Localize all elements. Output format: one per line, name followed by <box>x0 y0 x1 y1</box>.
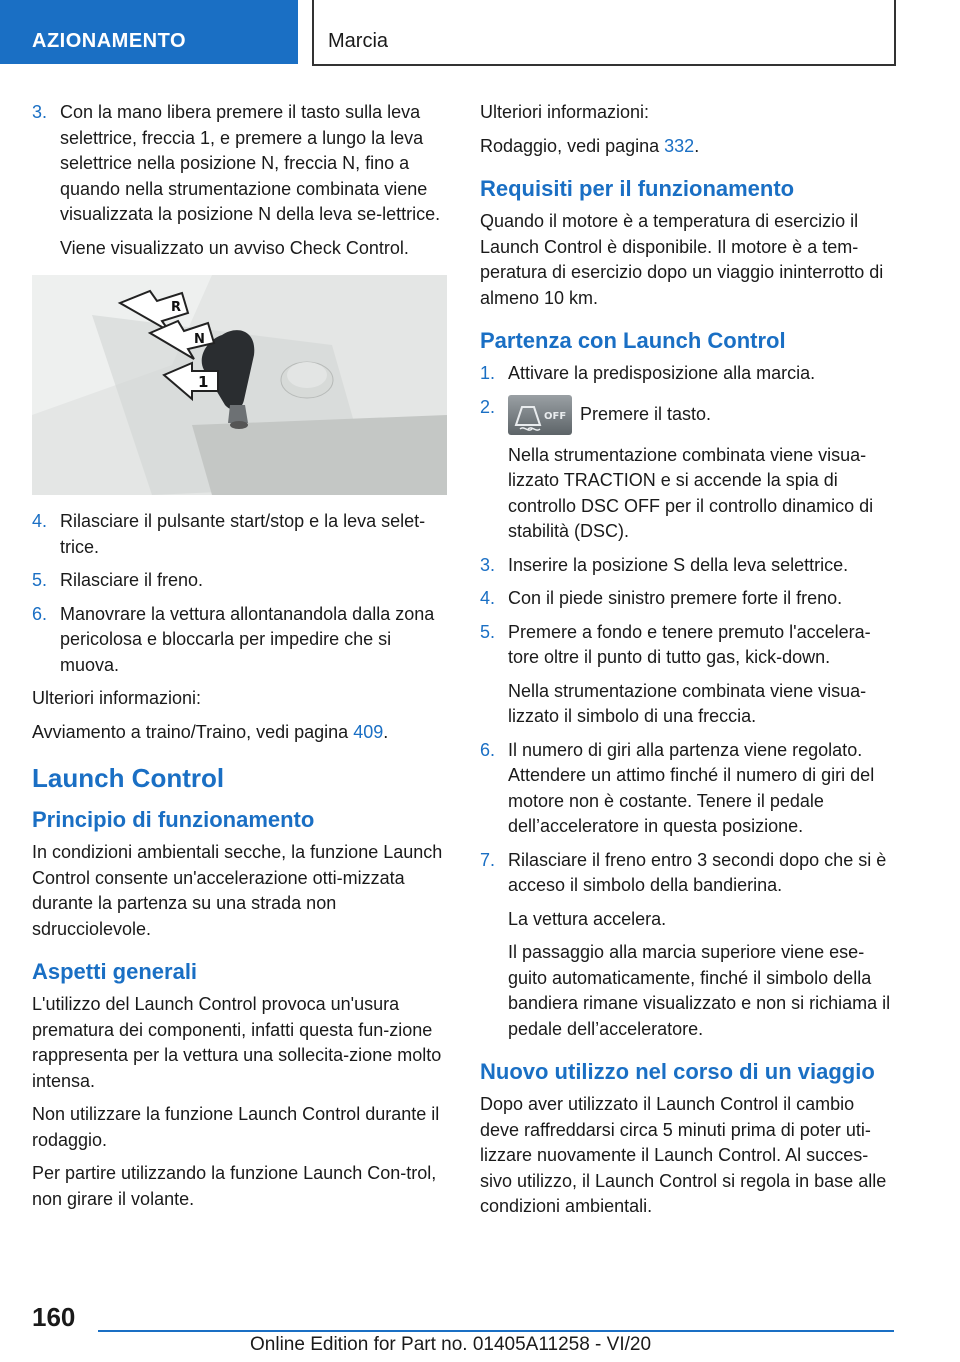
list-item: 5. Rilasciare il freno. <box>32 570 204 590</box>
heading-reuse: Nuovo utilizzo nel corso di un viaggio <box>480 1059 875 1084</box>
list-item: 6. Il numero di giri alla partenza viene regolato. Attendere un attimo finché il numero di giri del motore non è costante. Tenere il pedale dell’acceleratore in questa posizione. <box>480 739 875 836</box>
list-item: 6. Manovrare la vettura allontanandola dalla zona pericolosa e bloccarla per impedire che si muova. <box>32 603 435 675</box>
list-item: 4. Con il piede sinistro premere forte il freno. <box>480 588 843 608</box>
list-item: 3. Con la mano libera premere il tasto sulla leva selettrice, freccia 1, e premere a lungo la leva selettrice nella posizione N, freccia N, fino a quando nella strumentazione combinata viene visualizzata la posizione N della leva se-lettrice. Viene visualizzato un avviso Check Control. <box>32 102 441 258</box>
towing-ref: Avviamento a traino/Traino, vedi pagina 409. <box>32 721 389 742</box>
list-item: 1. Attivare la predisposizione alla marcia. <box>480 363 816 383</box>
label-1: 1 <box>198 373 209 391</box>
page-number: 160 <box>32 1302 76 1332</box>
chapter-tab: Marcia <box>312 0 896 66</box>
dsc-off-button-icon <box>508 395 572 435</box>
more-info-label: Ulteriori informazioni: <box>480 102 650 122</box>
gear-selector-photo <box>32 275 447 495</box>
footer-rule <box>98 1330 894 1332</box>
break-in-ref: Rodaggio, vedi pagina 332. <box>480 135 700 156</box>
list-item: 2. OFF Premere il tasto. Nella strumentazione combinata viene visua-lizzato TRACTION e si accende la spia di controllo DSC OFF per il controllo dinamico di stabilità (DSC). <box>480 396 874 541</box>
heading-start: Partenza con Launch Control <box>480 328 786 353</box>
footer-edition: Online Edition for Part no. 01405A11258 - VI/20 <box>250 1334 652 1355</box>
right-column: Ulteriori informazioni: Rodaggio, vedi pagina 332. Requisiti per il funzionamento Quando il motore è a temperatura di esercizio il Launch Control è disponibile. Il motore è a tem-peratura di esercizio dopo un viaggio ininterrotto di almeno 10 km. Partenza con Launch Control 1. Attivare la predisposizione alla marcia. 2. OFF Premere il tasto. Nella strumentazione combinata viene visua-lizzato TRACTION e si accende la spia di controllo DSC OFF per il controllo dinamico di stabilità (DSC). 3. Inserire la posizione S della leva selettrice. 4. Con il piede sinistro premere forte il freno. 5. Premere a fondo e tenere premuto l'accelera-tore oltre il punto di tutto gas, kick-down. Nella strumentazione combinata viene visua-lizzato il simbolo di una freccia. 6. Il numero di giri alla partenza viene regolato. Attendere un attimo finché il numero di giri del motore non è costante. Tenere il pedale dell’acceleratore in questa posizione. 7. Rilasciare il freno entro 3 secondi dopo che si è acceso il simbolo della bandierina. La vettura accelera. Il passaggio alla marcia superiore viene ese-guito automaticamente, finché il simbolo della bandiera rimane visualizzato e non si richiama il pedale dell’acceleratore. Nuovo utilizzo nel corso di un viaggio Dopo aver utilizzato il Launch Control il cambio deve raffreddarsi circa 5 minuti prima di poter uti-lizzare nuovamente il Launch Control. Al succes-sivo utilizzo, il Launch Control si regola in base alle condizioni ambientali. <box>480 100 898 1228</box>
list-item: 7. Rilasciare il freno entro 3 secondi dopo che si è acceso il simbolo della bandierina. La vettura accelera. Il passaggio alla marcia superiore viene ese-guito automaticamente, finché il simbolo della bandiera rimane visualizzato e non si richiama il pedale dell’acceleratore. <box>480 849 891 1039</box>
heading-requirements: Requisiti per il funzionamento <box>480 176 795 201</box>
label-r: R <box>171 300 182 315</box>
svg-text:OFF: OFF <box>544 410 567 422</box>
label-n: N <box>194 332 205 347</box>
page-link-332[interactable]: 332 <box>664 135 695 156</box>
list-item: 3. Inserire la posizione S della leva selettrice. <box>480 554 849 575</box>
list-item: 5. Premere a fondo e tenere premuto l'accelera-tore oltre il punto di tutto gas, kick-down. Nella strumentazione combinata viene visua-lizzato il simbolo di una freccia. <box>480 621 871 726</box>
section-tab: AZIONAMENTO <box>0 0 298 64</box>
heading-principle: Principio di funzionamento <box>32 807 315 832</box>
more-info-label: Ulteriori informazioni: <box>32 688 202 708</box>
heading-launch-control: Launch Control <box>32 763 225 793</box>
heading-general: Aspetti generali <box>32 959 198 984</box>
left-column: 3. Con la mano libera premere il tasto sulla leva selettrice, freccia 1, e premere a lungo la leva selettrice nella posizione N, freccia N, fino a quando nella strumentazione combinata viene visualizzata la posizione N della leva se-lettrice. Viene visualizzato un avviso Check Control. R N 1 4. Rilasciare il pulsante start/stop e la leva selet-trice. 5. Rilasciare il freno. 6. Manovrare la vettura allontanandola dalla zona pericolosa e bloccarla per impedire che si muova. Ulteriori informazioni: Avviamento a traino/Traino, vedi pagina 409. Launch Control Principio di funzionamento In condizioni ambientali secche, la funzione Launch Control consente un'accelerazione otti-mizzata durante la partenza su una strada non sdrucciolevole. Aspetti generali L'utilizzo del Launch Control provoca un'usura prematura dei componenti, infatti questa fun-zione rappresenta per la vettura una sollecita-zione molto intensa. Non utilizzare la funzione Launch Control durante il rodaggio. Per partire utilizzando la funzione Launch Con-trol, non girare il volante. <box>32 100 447 1220</box>
page-link-409[interactable]: 409 <box>353 721 384 742</box>
list-item: 4. Rilasciare il pulsante start/stop e la leva selet-trice. <box>32 511 426 557</box>
